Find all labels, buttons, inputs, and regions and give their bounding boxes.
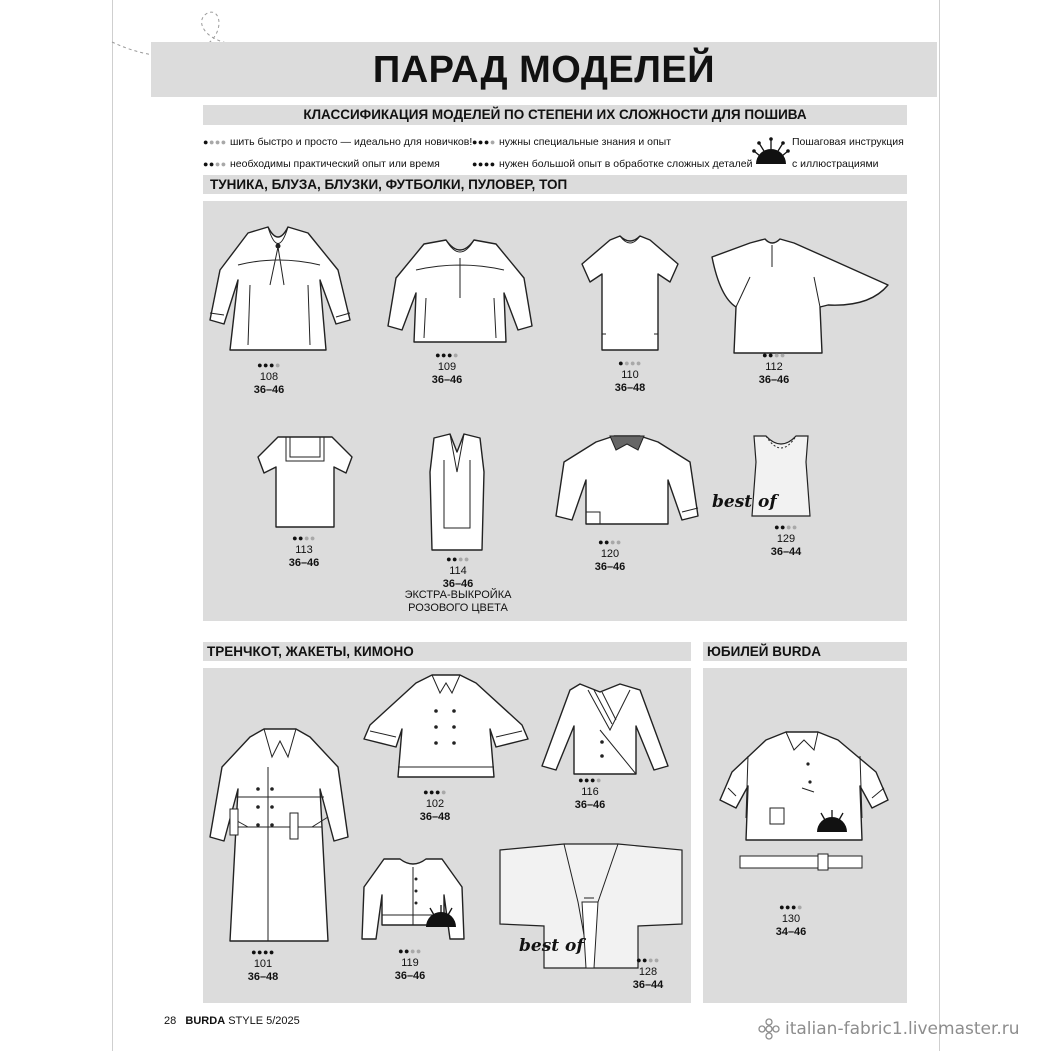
garment-drawing-113 xyxy=(256,433,354,531)
model-110 xyxy=(590,358,670,395)
section-title-tops: ТУНИКА, БЛУЗА, БЛУЗКИ, ФУТБОЛКИ, ПУЛОВЕР, ТОП xyxy=(210,177,568,192)
model-number: 129 xyxy=(776,533,796,545)
model-128 xyxy=(608,955,688,992)
extra-pattern-note-line2: РОЗОВОГО ЦВЕТА xyxy=(408,602,508,614)
brand-name: BURDA xyxy=(185,1015,226,1027)
difficulty-dots: ●●●● xyxy=(762,350,786,360)
difficulty-dots: ●●●● xyxy=(578,775,602,785)
difficulty-dots: ●●●● xyxy=(398,946,422,956)
model-number: 120 xyxy=(600,548,620,560)
model-119 xyxy=(370,946,450,983)
model-sizes: 36–48 xyxy=(419,811,451,823)
legend-level-4: нужен большой опыт в обработке сложных деталей xyxy=(499,158,753,170)
extra-pattern-note-line1: ЭКСТРА-ВЫКРОЙКА xyxy=(404,589,512,601)
legend-level-1: шить быстро и просто — идеально для новичков! xyxy=(230,136,473,148)
model-114 xyxy=(418,554,498,591)
difficulty-dots-3: ●●●● xyxy=(472,137,496,147)
model-sizes: 36–44 xyxy=(632,979,664,991)
garment-drawing-112 xyxy=(710,237,890,357)
model-sizes: 34–46 xyxy=(775,926,807,938)
best-of-badge-128: best of xyxy=(519,936,584,956)
difficulty-dots: ●●●● xyxy=(598,537,622,547)
difficulty-dots: ●●●● xyxy=(636,955,660,965)
model-sizes: 36–46 xyxy=(394,970,426,982)
legend-level-3: нужны специальные знания и опыт xyxy=(499,136,672,148)
difficulty-dots: ●●●● xyxy=(435,350,459,360)
model-sizes: 36–48 xyxy=(247,971,279,983)
model-number: 102 xyxy=(425,798,445,810)
section-title-jubilee: ЮБИЛЕЙ BURDA xyxy=(707,644,822,659)
difficulty-dots: ●●●● xyxy=(779,902,803,912)
issue-label: STYLE 5/2025 xyxy=(228,1015,300,1027)
model-number: 130 xyxy=(781,913,801,925)
instruction-note-line2: с иллюстрациями xyxy=(792,158,879,170)
model-101 xyxy=(223,947,303,984)
page-number: 28 xyxy=(164,1015,177,1027)
model-sizes: 36–48 xyxy=(614,382,646,394)
model-sizes: 36–46 xyxy=(288,557,320,569)
difficulty-dots: ●●●● xyxy=(618,358,642,368)
model-130 xyxy=(751,902,831,939)
legend-level-2: необходимы практический опыт или время xyxy=(230,158,440,170)
model-number: 119 xyxy=(401,957,419,969)
flower-icon xyxy=(758,1018,780,1040)
model-number: 109 xyxy=(437,361,457,373)
model-113 xyxy=(264,533,344,570)
model-number: 101 xyxy=(253,958,273,970)
model-sizes: 36–46 xyxy=(758,374,790,386)
pincushion-icon xyxy=(754,136,788,166)
model-number: 110 xyxy=(621,369,639,381)
garment-drawing-108 xyxy=(208,225,354,355)
instruction-note-line1: Пошаговая инструкция xyxy=(792,136,904,148)
page-title: ПАРАД МОДЕЛЕЙ xyxy=(372,49,716,91)
garment-drawing-116 xyxy=(540,680,670,778)
difficulty-dots: ●●●● xyxy=(774,522,798,532)
model-sizes: 36–46 xyxy=(574,799,606,811)
page-footer xyxy=(164,1015,300,1028)
model-number: 112 xyxy=(765,361,783,373)
best-of-badge-129: best of xyxy=(712,492,777,512)
classification-heading: КЛАССИФИКАЦИЯ МОДЕЛЕЙ ПО СТЕПЕНИ ИХ СЛОЖНОСТИ ДЛЯ ПОШИВА xyxy=(303,107,807,122)
model-number: 114 xyxy=(449,565,467,577)
garment-drawing-109 xyxy=(386,238,534,346)
model-102 xyxy=(395,787,475,824)
difficulty-dots: ●●●● xyxy=(251,947,275,957)
garment-drawing-120 xyxy=(552,432,702,530)
difficulty-dots: ●●●● xyxy=(292,533,316,543)
model-sizes: 36–44 xyxy=(770,546,802,558)
model-number: 128 xyxy=(638,966,658,978)
difficulty-dots: ●●●● xyxy=(446,554,470,564)
garment-drawing-114 xyxy=(424,432,490,554)
difficulty-dots: ●●●● xyxy=(257,360,281,370)
model-sizes: 36–46 xyxy=(431,374,463,386)
model-number: 113 xyxy=(295,544,313,556)
difficulty-dots: ●●●● xyxy=(423,787,447,797)
garment-drawing-119 xyxy=(360,855,466,943)
difficulty-dots-2: ●●●● xyxy=(203,159,227,169)
extra-pattern-note xyxy=(388,589,528,615)
model-108 xyxy=(229,360,309,397)
model-112 xyxy=(734,350,814,387)
pincushion-icon xyxy=(424,903,458,929)
difficulty-dots-4: ●●●● xyxy=(472,159,496,169)
section-title-coats: ТРЕНЧКОТ, ЖАКЕТЫ, КИМОНО xyxy=(207,644,414,659)
pincushion-icon xyxy=(815,808,849,834)
garment-drawing-110 xyxy=(578,234,682,354)
model-sizes: 36–46 xyxy=(442,578,474,590)
watermark-text: italian-fabric1.livemaster.ru xyxy=(785,1019,1020,1039)
garment-drawing-101 xyxy=(208,727,352,945)
model-number: 116 xyxy=(581,786,599,798)
model-sizes: 36–46 xyxy=(594,561,626,573)
model-120 xyxy=(570,537,650,574)
model-109 xyxy=(407,350,487,387)
model-sizes: 36–46 xyxy=(253,384,285,396)
garment-drawing-102 xyxy=(362,671,530,781)
model-116 xyxy=(550,775,630,812)
model-number: 108 xyxy=(259,371,279,383)
model-129 xyxy=(746,522,826,559)
difficulty-dots-1: ●●●● xyxy=(203,137,227,147)
garment-drawing-130 xyxy=(718,728,894,888)
